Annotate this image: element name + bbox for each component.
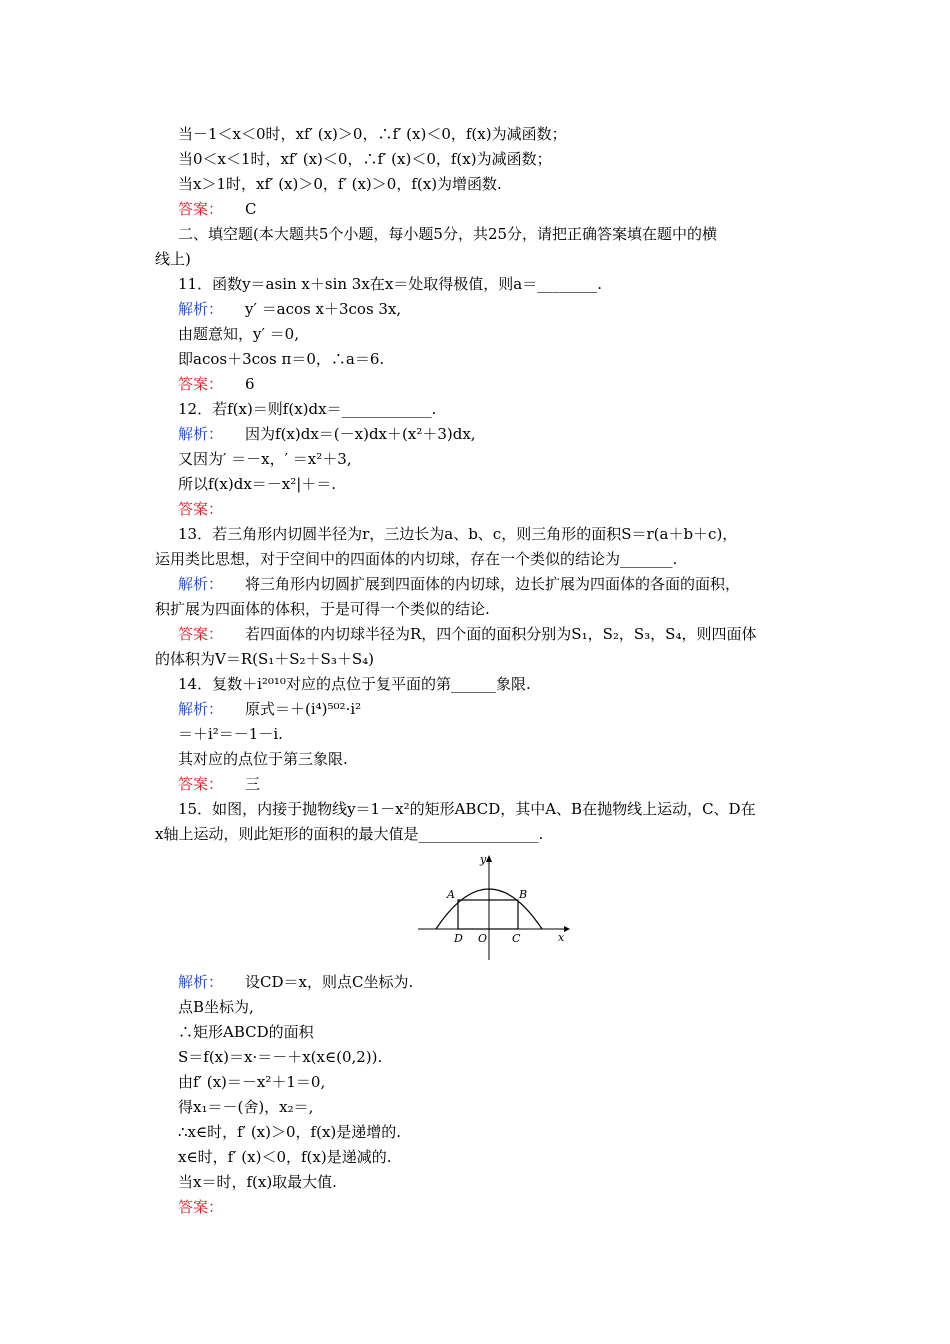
solution-line: 由f′ (x)＝－x²＋1＝0, <box>178 1073 326 1091</box>
label-b: B <box>519 888 528 901</box>
answer-line-14: 答案： 三 <box>178 775 261 793</box>
parabola-rectangle-figure <box>418 852 570 962</box>
solution-line: 由题意知，y′ ＝0, <box>178 325 299 343</box>
solution-label: 解析： <box>178 700 224 718</box>
solution-label: 解析： <box>178 973 224 991</box>
solution-line: 当x＝时，f(x)取最大值. <box>178 1173 337 1191</box>
solution-line: ∴x∈时，f′ (x)＞0，f(x)是递增的. <box>178 1123 402 1141</box>
question-13: 13．若三角形内切圆半径为r，三边长为a、b、c，则三角形的面积S＝r(a＋b＋c)， <box>178 525 738 543</box>
solution-label: 解析： <box>178 575 224 593</box>
section-heading: 二、填空题(本大题共5个小题，每小题5分，共25分，请把正确答案填在题中的横 <box>178 225 718 243</box>
label-d: D <box>454 932 463 945</box>
solution-line: 积扩展为四面体的体积，于是可得一个类似的结论. <box>155 600 490 618</box>
line-2: 当0＜x＜1时，xf′ (x)＜0，∴f′ (x)＜0，f(x)为减函数； <box>178 150 552 168</box>
answer-label: 答案： <box>178 500 224 518</box>
solution-label: 解析： <box>178 300 224 318</box>
question-13-cont: 运用类比思想，对于空间中的四面体的内切球，存在一个类似的结论为_______. <box>155 550 678 568</box>
question-11: 11．函数y＝asin x＋sin 3x在x＝处取得极值，则a＝________. <box>178 275 602 293</box>
label-y: y <box>480 853 487 866</box>
answer-line-13-cont: 的体积为V＝R(S₁＋S₂＋S₃＋S₄) <box>155 650 374 668</box>
solution-line: 解析： y′ ＝acos x＋3cos 3x, <box>178 300 402 318</box>
x-axis-arrow <box>564 926 570 932</box>
line-3: 当x＞1时，xf′ (x)＞0，f′ (x)＞0，f(x)为增函数. <box>178 175 502 193</box>
solution-line: 解析： 原式＝＋(i⁴)⁵⁰²·i² <box>178 700 362 718</box>
solution-line: 解析： 将三角形内切圆扩展到四面体的内切球，边长扩展为四面体的各面的面积， <box>178 575 741 593</box>
label-a: A <box>447 888 455 901</box>
y-axis-arrow <box>486 855 492 862</box>
label-x: x <box>558 931 565 944</box>
answer-line-11: 答案： 6 <box>178 375 255 393</box>
solution-line: 所以f(x)dx＝－x²|＋＝. <box>178 475 337 493</box>
question-15: 15．如图，内接于抛物线y＝1－x²的矩形ABCD，其中A、B在抛物线上运动，C、D在 <box>178 800 756 818</box>
label-c: C <box>512 932 521 945</box>
solution-line: 又因为′ ＝－x，′ ＝x²＋3, <box>178 450 352 468</box>
answer-line-15 <box>178 1197 818 1217</box>
answer-line-12 <box>178 499 818 519</box>
solution-line: 即acos＋3cos π＝0，∴a＝6. <box>178 350 385 368</box>
solution-line: x∈时，f′ (x)＜0，f(x)是递减的. <box>178 1148 392 1166</box>
solution-line: 解析： 设CD＝x，则点C坐标为. <box>178 973 414 991</box>
solution-line: 其对应的点位于第三象限. <box>178 750 348 768</box>
solution-line: S＝f(x)＝x·＝－＋x(x∈(0,2)). <box>178 1048 383 1066</box>
solution-line: ＝＋i²＝－1－i. <box>178 725 283 743</box>
answer-label: 答案： <box>178 375 224 393</box>
answer-line-13: 答案： 若四面体的内切球半径为R，四个面的面积分别为S₁，S₂，S₃，S₄，则四面体 <box>178 625 757 643</box>
answer-label: 答案： <box>178 775 224 793</box>
solution-line: ∴矩形ABCD的面积 <box>178 1023 314 1041</box>
solution-label: 解析： <box>178 425 224 443</box>
line-1: 当－1＜x＜0时，xf′ (x)＞0，∴f′ (x)＜0，f(x)为减函数； <box>178 125 567 143</box>
solution-line: 得x₁＝－(舍)，x₂＝, <box>178 1098 314 1116</box>
answer-label: 答案： <box>178 625 224 643</box>
answer-line-10: 答案： C <box>178 200 257 218</box>
section-heading-cont: 线上) <box>155 250 191 268</box>
answer-label: 答案： <box>178 1198 224 1216</box>
question-12: 12．若f(x)＝则f(x)dx＝____________. <box>178 400 437 418</box>
question-14: 14．复数＋i²⁰¹⁰对应的点位于复平面的第______象限. <box>178 675 531 693</box>
answer-label: 答案： <box>178 200 224 218</box>
solution-line: 解析： 因为f(x)dx＝(－x)dx＋(x²＋3)dx, <box>178 425 476 443</box>
label-o: O <box>478 932 488 945</box>
question-15-cont: x轴上运动，则此矩形的面积的最大值是________________. <box>155 825 544 843</box>
solution-line: 点B坐标为, <box>178 998 254 1016</box>
rectangle-abcd <box>458 900 518 929</box>
